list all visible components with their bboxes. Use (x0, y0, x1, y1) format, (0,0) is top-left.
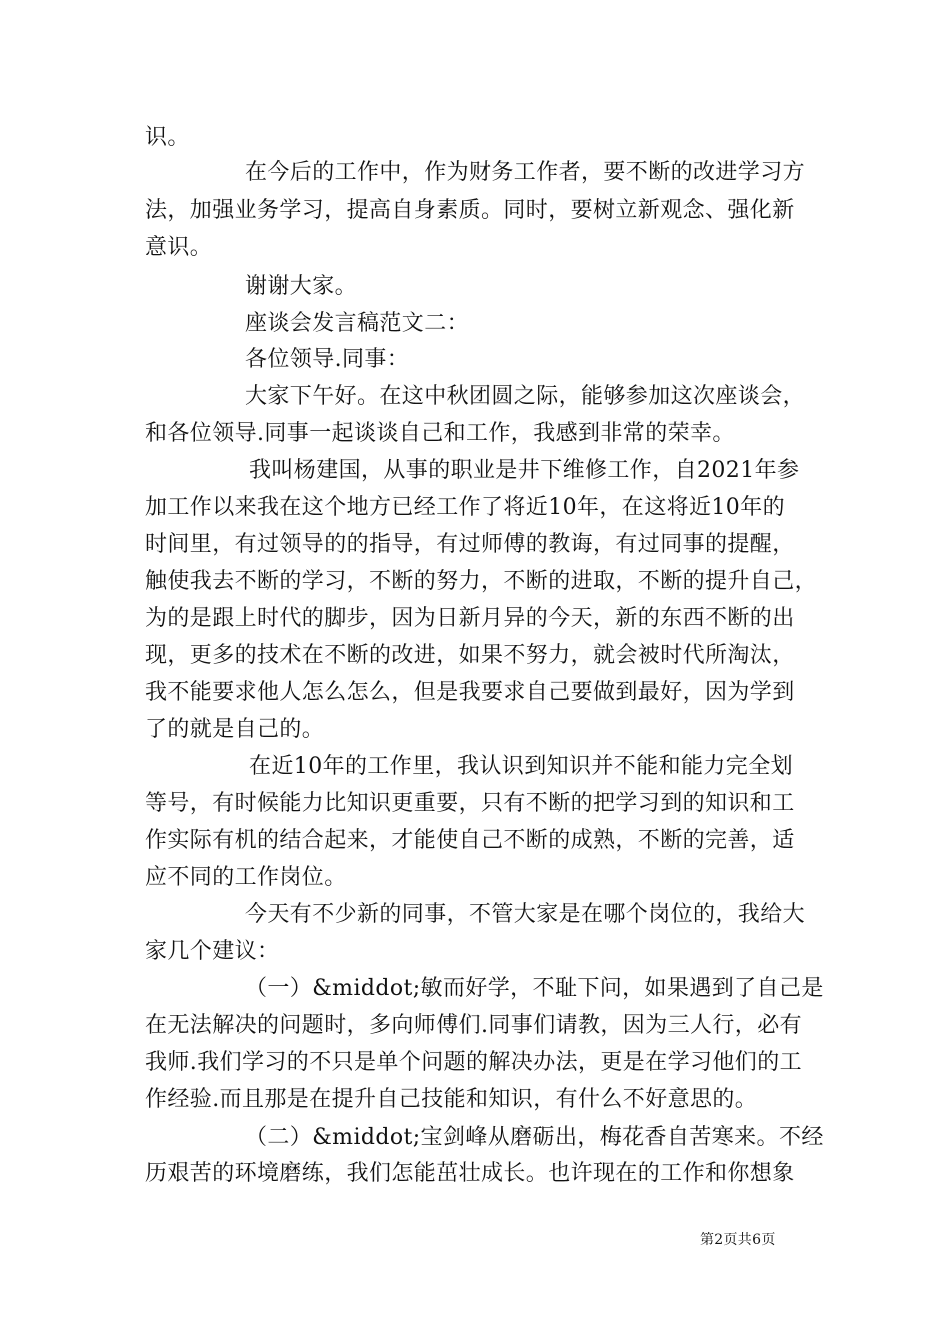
text-line: 识。 (145, 125, 190, 150)
salutation: 各位领导.同事： (245, 347, 410, 372)
text-line: 家几个建议： (145, 939, 280, 964)
text-line: 为的是跟上时代的脚步，因为日新月异的今天，新的东西不断的出 (145, 606, 795, 631)
text-line: 我师.我们学习的不只是单个问题的解决办法，更是在学习他们的工 (145, 1050, 802, 1075)
paragraph-line: 在近10年的工作里，我认识到知识并不能和能力完全划 (249, 754, 793, 779)
paragraph-line: 今天有不少新的同事，不管大家是在哪个岗位的，我给大 (245, 902, 806, 927)
paragraph-line: （一）&middot;敏而好学，不耻下问，如果遇到了自己是 (245, 976, 824, 1001)
text-line: 法，加强业务学习，提高自身素质。同时，要树立新观念、强化新 (145, 198, 795, 223)
text-line: 和各位领导.同事一起谈谈自己和工作，我感到非常的荣幸。 (145, 421, 735, 446)
paragraph-line: 谢谢大家。 (245, 274, 358, 299)
paragraph-line: （二）&middot;宝剑峰从磨砺出，梅花香自苦寒来。不经 (245, 1125, 824, 1150)
paragraph-line: 大家下午好。在这中秋团圆之际，能够参加这次座谈会， (245, 384, 806, 409)
text-line: 应不同的工作岗位。 (145, 865, 347, 890)
text-line: 在无法解决的问题时，多向师傅们.同事们请教，因为三人行，必有 (145, 1013, 802, 1038)
text-line: 了的就是自己的。 (145, 717, 325, 742)
section-heading: 座谈会发言稿范文二： (245, 311, 470, 336)
text-line: 我不能要求他人怎么怎么，但是我要求自己要做到最好，因为学到 (145, 680, 795, 705)
paragraph-line: 在今后的工作中，作为财务工作者，要不断的改进学习方 (245, 160, 806, 185)
paragraph-line: 我叫杨建国，从事的职业是井下维修工作，自2021年参 (249, 458, 800, 483)
page-number-footer: 第2页共6页 (700, 1232, 776, 1248)
text-line: 历艰苦的环境磨练，我们怎能茁壮成长。也许现在的工作和你想象 (145, 1161, 795, 1186)
text-line: 等号，有时候能力比知识更重要，只有不断的把学习到的知识和工 (145, 791, 795, 816)
text-line: 触使我去不断的学习，不断的努力，不断的进取，不断的提升自己， (145, 569, 818, 594)
text-line: 时间里，有过领导的的指导，有过师傅的教诲，有过同事的提醒， (145, 532, 795, 557)
text-line: 意识。 (145, 235, 213, 260)
text-line: 加工作以来我在这个地方已经工作了将近10年，在这将近10年的 (145, 495, 785, 520)
text-line: 作经验.而且那是在提升自己技能和知识，有什么不好意思的。 (145, 1087, 758, 1112)
text-line: 现，更多的技术在不断的改进，如果不努力，就会被时代所淘汰， (145, 643, 795, 668)
text-line: 作实际有机的结合起来，才能使自己不断的成熟，不断的完善，适 (145, 828, 795, 853)
